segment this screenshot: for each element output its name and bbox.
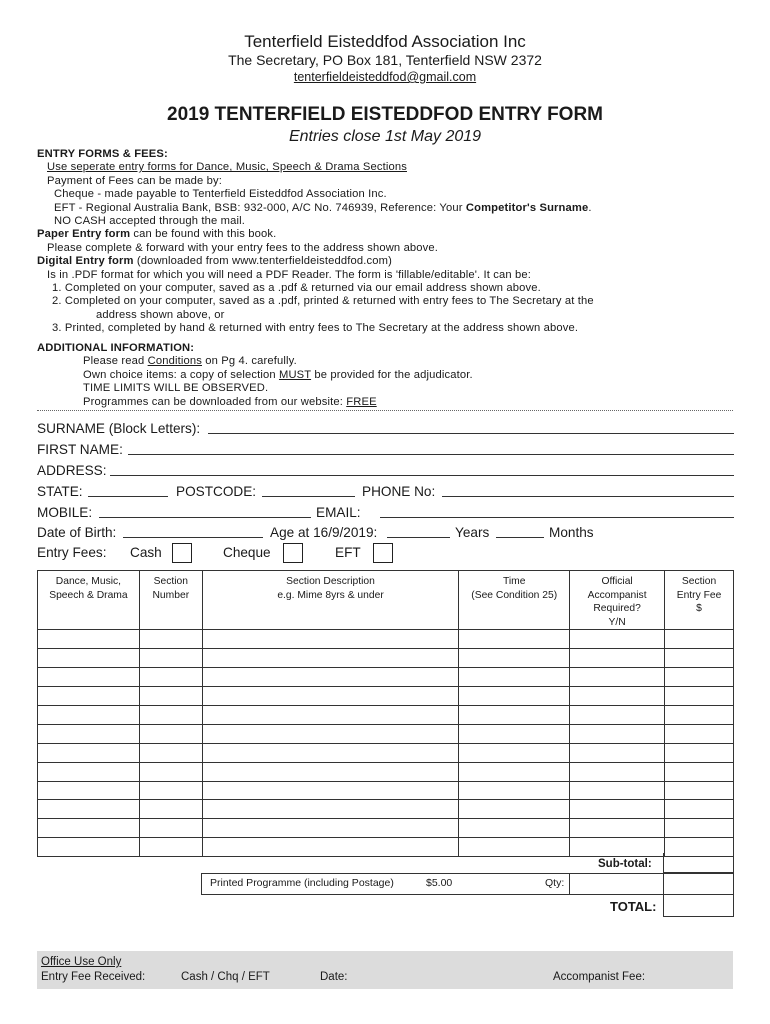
table-row bbox=[38, 819, 734, 838]
no-cash-note: NO CASH accepted through the mail. bbox=[54, 215, 246, 228]
cell-fee[interactable] bbox=[665, 762, 734, 781]
dob-input[interactable] bbox=[123, 537, 263, 538]
org-address: The Secretary, PO Box 181, Tenterfield NSW 2372 bbox=[228, 52, 542, 68]
cell-accompanist[interactable] bbox=[570, 781, 665, 800]
org-email-link[interactable]: tenterfieldeisteddfod@gmail.com bbox=[293, 70, 477, 84]
address-input[interactable] bbox=[110, 475, 734, 476]
separate-forms-note: Use seperate entry forms for Dance, Music, Speech & Drama Sections bbox=[47, 161, 407, 174]
programmes-note bbox=[37, 396, 473, 409]
header-category bbox=[38, 571, 140, 630]
option-2: 2. Completed on your computer, saved as a .pdf, printed & returned with entry fees to The Secretary at the bbox=[52, 295, 594, 308]
table-row bbox=[38, 705, 734, 724]
cell-category[interactable] bbox=[38, 819, 140, 838]
payment-note: Payment of Fees can be made by: bbox=[47, 174, 223, 187]
cell-section-number[interactable] bbox=[139, 649, 202, 668]
office-use-panel bbox=[37, 951, 733, 989]
cell-accompanist[interactable] bbox=[570, 819, 665, 838]
programme-label: Printed Programme (including Postage) bbox=[210, 877, 394, 889]
header-accompanist-line: Accompanist bbox=[587, 589, 647, 601]
conditions-link[interactable]: Conditions bbox=[147, 355, 202, 368]
cash-checkbox[interactable] bbox=[172, 543, 192, 563]
cell-category[interactable] bbox=[38, 743, 140, 762]
table-row bbox=[38, 630, 734, 649]
org-name: Tenterfield Eisteddfod Association Inc bbox=[244, 32, 526, 51]
surname-label: SURNAME (Block Letters): bbox=[37, 421, 201, 436]
postcode-label: POSTCODE: bbox=[176, 484, 257, 499]
must-text: MUST bbox=[278, 368, 312, 381]
cell-description[interactable] bbox=[202, 668, 459, 687]
age-years-input[interactable] bbox=[387, 537, 450, 538]
cell-accompanist[interactable] bbox=[570, 649, 665, 668]
cell-section-number[interactable] bbox=[139, 724, 202, 743]
digital-entry-text: (downloaded from www.tenterfieldeisteddfod.com) bbox=[133, 255, 392, 268]
cell-fee[interactable] bbox=[665, 649, 734, 668]
option-3: 3. Printed, completed by hand & returned with entry fees to The Secretary at the address shown above. bbox=[52, 322, 579, 335]
cell-fee[interactable] bbox=[665, 668, 734, 687]
table-row bbox=[38, 724, 734, 743]
cell-accompanist[interactable] bbox=[570, 630, 665, 649]
conditions-post: on Pg 4. carefully. bbox=[202, 355, 297, 368]
header-category-line: Speech & Drama bbox=[49, 589, 128, 601]
cash-label: Cash bbox=[130, 545, 162, 560]
email-input[interactable] bbox=[380, 517, 734, 518]
header-fee-line: $ bbox=[696, 603, 702, 615]
cell-accompanist[interactable] bbox=[570, 743, 665, 762]
cell-time[interactable] bbox=[459, 762, 570, 781]
cell-description[interactable] bbox=[202, 781, 459, 800]
subtotal-label: Sub-total: bbox=[598, 858, 652, 870]
own-choice-note bbox=[37, 369, 473, 382]
cell-accompanist[interactable] bbox=[570, 762, 665, 781]
cell-description[interactable] bbox=[202, 743, 459, 762]
first-name-label: FIRST NAME: bbox=[37, 442, 123, 457]
programme-price: $5.00 bbox=[426, 877, 453, 889]
cell-category[interactable] bbox=[38, 781, 140, 800]
cell-fee[interactable] bbox=[665, 819, 734, 838]
cell-section-number[interactable] bbox=[139, 668, 202, 687]
cell-category[interactable] bbox=[38, 800, 140, 819]
header-accompanist-line: Official bbox=[601, 576, 633, 587]
paper-entry-instructions: Please complete & forward with your entry fees to the address shown above. bbox=[47, 241, 439, 254]
cell-category[interactable] bbox=[38, 705, 140, 724]
address-label: ADDRESS: bbox=[37, 463, 107, 478]
age-months-input[interactable] bbox=[496, 537, 544, 538]
table-row bbox=[38, 781, 734, 800]
office-use-heading: Office Use Only bbox=[41, 956, 122, 968]
cell-section-number[interactable] bbox=[139, 781, 202, 800]
cell-time[interactable] bbox=[459, 819, 570, 838]
years-label: Years bbox=[455, 525, 490, 540]
mobile-input[interactable] bbox=[99, 517, 311, 518]
phone-input[interactable] bbox=[442, 496, 734, 497]
header-section-number-line: Number bbox=[152, 589, 190, 601]
eft-text: EFT - Regional Australia Bank, BSB: 932-000, A/C No. 746939, Reference: Your bbox=[54, 201, 466, 214]
cell-time[interactable] bbox=[459, 743, 570, 762]
cell-description[interactable] bbox=[202, 687, 459, 706]
table-row bbox=[38, 743, 734, 762]
header-time bbox=[459, 571, 570, 630]
additional-info-block bbox=[37, 342, 473, 409]
eft-note bbox=[37, 202, 594, 215]
cell-fee[interactable] bbox=[665, 743, 734, 762]
dob-label: Date of Birth: bbox=[37, 525, 117, 540]
total-label: TOTAL: bbox=[610, 899, 657, 914]
option-2-cont: address shown above, or bbox=[96, 308, 225, 321]
table-row bbox=[38, 687, 734, 706]
conditions-pre: Please read bbox=[83, 355, 148, 368]
entries-table bbox=[37, 570, 734, 857]
cell-section-number[interactable] bbox=[139, 743, 202, 762]
paper-entry-text: can be found with this book. bbox=[130, 228, 277, 241]
state-input[interactable] bbox=[88, 496, 168, 497]
cell-time[interactable] bbox=[459, 838, 570, 857]
entry-fees-label: Entry Fees: bbox=[37, 545, 107, 560]
header-accompanist-line: Y/N bbox=[608, 616, 626, 628]
divider bbox=[37, 410, 733, 411]
cell-category[interactable] bbox=[38, 649, 140, 668]
total-field[interactable] bbox=[663, 895, 734, 917]
table-row bbox=[38, 838, 734, 857]
cell-category[interactable] bbox=[38, 630, 140, 649]
cell-accompanist[interactable] bbox=[570, 838, 665, 857]
cell-time[interactable] bbox=[459, 630, 570, 649]
cell-fee[interactable] bbox=[665, 687, 734, 706]
age-label: Age at 16/9/2019: bbox=[270, 525, 378, 540]
cell-fee[interactable] bbox=[665, 705, 734, 724]
cell-accompanist[interactable] bbox=[570, 668, 665, 687]
table-row bbox=[38, 800, 734, 819]
surname-input[interactable] bbox=[208, 433, 734, 434]
own-choice-post: be provided for the adjudicator. bbox=[311, 368, 473, 381]
form-subtitle: Entries close 1st May 2019 bbox=[288, 128, 482, 145]
cell-section-number[interactable] bbox=[139, 800, 202, 819]
header-section-number bbox=[139, 571, 202, 630]
header-category-line: Dance, Music, bbox=[55, 576, 122, 587]
cell-fee[interactable] bbox=[665, 630, 734, 649]
payment-method-label: Cash / Chq / EFT bbox=[181, 971, 270, 983]
cell-description[interactable] bbox=[202, 724, 459, 743]
cell-fee[interactable] bbox=[665, 800, 734, 819]
option-1: 1. Completed on your computer, saved as a .pdf & returned via our email address shown above. bbox=[52, 282, 541, 295]
cell-time[interactable] bbox=[459, 649, 570, 668]
cell-accompanist[interactable] bbox=[570, 724, 665, 743]
first-name-input[interactable] bbox=[128, 454, 734, 455]
cell-time[interactable] bbox=[459, 668, 570, 687]
cell-description[interactable] bbox=[202, 649, 459, 668]
eft-label: EFT bbox=[335, 545, 361, 560]
programme-fee-input[interactable] bbox=[664, 874, 733, 894]
cell-time[interactable] bbox=[459, 724, 570, 743]
header-fee-line: Entry Fee bbox=[676, 589, 722, 601]
cell-time[interactable] bbox=[459, 705, 570, 724]
pdf-note: Is in .PDF format for which you will need a PDF Reader. The form is 'fillable/editable'. It can be: bbox=[47, 268, 532, 281]
header-section-number-line: Section bbox=[153, 576, 188, 587]
own-choice-pre: Own choice items: a copy of selection bbox=[83, 368, 279, 381]
eft-end: . bbox=[588, 201, 592, 214]
form-title: 2019 TENTERFIELD EISTEDDFOD ENTRY FORM bbox=[167, 104, 603, 125]
cell-category[interactable] bbox=[38, 762, 140, 781]
header-description-line: Section Description bbox=[286, 576, 375, 587]
cell-description[interactable] bbox=[202, 705, 459, 724]
accompanist-fee-label: Accompanist Fee: bbox=[553, 971, 646, 983]
email-label: EMAIL: bbox=[316, 505, 361, 520]
header-accompanist-line: Required? bbox=[593, 603, 641, 615]
cell-description[interactable] bbox=[202, 762, 459, 781]
additional-heading: ADDITIONAL INFORMATION: bbox=[37, 342, 195, 354]
cell-category[interactable] bbox=[38, 668, 140, 687]
cell-accompanist[interactable] bbox=[570, 800, 665, 819]
office-date-label: Date: bbox=[320, 971, 348, 983]
eft-checkbox[interactable] bbox=[373, 543, 393, 563]
cheque-checkbox[interactable] bbox=[283, 543, 303, 563]
cell-category[interactable] bbox=[38, 724, 140, 743]
qty-input[interactable] bbox=[569, 874, 663, 894]
header-accompanist bbox=[570, 571, 665, 630]
header-fee-line: Section bbox=[681, 576, 717, 587]
programmes-pre: Programmes can be downloaded from our website: bbox=[83, 395, 347, 408]
cell-time[interactable] bbox=[459, 781, 570, 800]
table-row bbox=[38, 649, 734, 668]
cell-time[interactable] bbox=[459, 800, 570, 819]
subtotal-field[interactable] bbox=[663, 853, 734, 873]
paper-entry-note bbox=[37, 228, 594, 241]
cheque-note: Cheque - made payable to Tenterfield Eisteddfod Association Inc. bbox=[54, 188, 387, 201]
cheque-label: Cheque bbox=[223, 545, 271, 560]
digital-entry-note bbox=[37, 255, 594, 268]
cell-fee[interactable] bbox=[665, 724, 734, 743]
eft-reference: Competitor's Surname bbox=[465, 201, 589, 214]
cell-time[interactable] bbox=[459, 687, 570, 706]
cell-section-number[interactable] bbox=[139, 687, 202, 706]
cell-category[interactable] bbox=[38, 838, 140, 857]
state-label: STATE: bbox=[37, 484, 83, 499]
cell-section-number[interactable] bbox=[139, 838, 202, 857]
paper-entry-label: Paper Entry form bbox=[37, 228, 131, 241]
cell-section-number[interactable] bbox=[139, 762, 202, 781]
table-row bbox=[38, 668, 734, 687]
free-link[interactable]: FREE bbox=[346, 395, 377, 408]
cell-accompanist[interactable] bbox=[570, 705, 665, 724]
header-description-line: e.g. Mime 8yrs & under bbox=[277, 589, 384, 601]
conditions-note bbox=[37, 355, 473, 368]
entry-info-block bbox=[37, 148, 594, 336]
cell-section-number[interactable] bbox=[139, 630, 202, 649]
cell-description[interactable] bbox=[202, 630, 459, 649]
months-label: Months bbox=[549, 525, 594, 540]
cell-section-number[interactable] bbox=[139, 705, 202, 724]
entry-info-heading: ENTRY FORMS & FEES: bbox=[37, 148, 168, 160]
phone-label: PHONE No: bbox=[362, 484, 436, 499]
table-header-row bbox=[38, 571, 734, 630]
time-limits-note: TIME LIMITS WILL BE OBSERVED. bbox=[83, 382, 269, 395]
header-description bbox=[202, 571, 459, 630]
header-fee bbox=[665, 571, 734, 630]
cell-description[interactable] bbox=[202, 800, 459, 819]
cell-accompanist[interactable] bbox=[570, 687, 665, 706]
cell-description[interactable] bbox=[202, 819, 459, 838]
qty-label: Qty: bbox=[545, 877, 565, 889]
digital-entry-label: Digital Entry form bbox=[37, 255, 134, 268]
table-row bbox=[38, 762, 734, 781]
header-time-line: Time bbox=[502, 576, 526, 587]
header-time-line: (See Condition 25) bbox=[471, 589, 558, 601]
cell-fee[interactable] bbox=[665, 781, 734, 800]
postcode-input[interactable] bbox=[262, 496, 355, 497]
cell-section-number[interactable] bbox=[139, 819, 202, 838]
cell-category[interactable] bbox=[38, 687, 140, 706]
fee-received-label: Entry Fee Received: bbox=[41, 971, 146, 983]
cell-description[interactable] bbox=[202, 838, 459, 857]
mobile-label: MOBILE: bbox=[37, 505, 93, 520]
